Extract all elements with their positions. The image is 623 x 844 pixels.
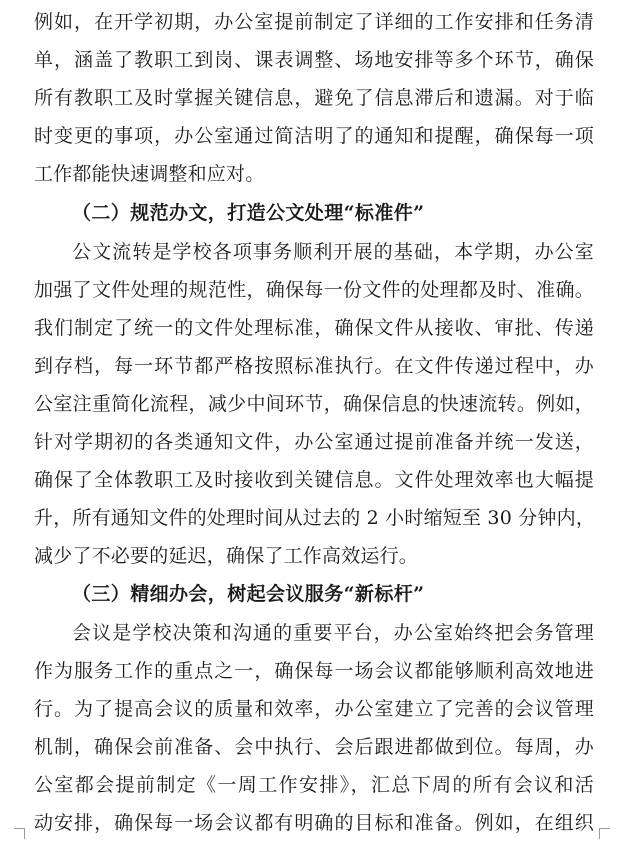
body-text-line: 公文流转是学校各项事务顺利开展的基础，本学期，办公室: [72, 241, 594, 263]
body-text-line: 针对学期初的各类通知文件，办公室通过提前准备并统一发送，: [34, 431, 594, 453]
body-text-line: 公室都会提前制定《一周工作安排》，汇总下周的所有会议和活: [34, 774, 594, 796]
body-text-line: 单，涵盖了教职工到岗、课表调整、场地安排等多个环节，确保: [34, 49, 594, 71]
body-text-line: 机制，确保会前准备、会中执行、会后跟进都做到位。每周，办: [34, 736, 594, 758]
body-text-line: 动安排，确保每一场会议都有明确的目标和准备。例如，在组织: [34, 812, 594, 834]
body-text-line: 公室注重简化流程，减少中间环节，确保信息的快速流转。例如，: [34, 393, 594, 415]
body-text-line: 确保了全体教职工及时接收到关键信息。文件处理效率也大幅提: [34, 469, 594, 491]
body-text-line: 行。为了提高会议的质量和效率，办公室建立了完善的会议管理: [34, 698, 594, 720]
body-text-line: 作为服务工作的重点之一，确保每一场会议都能够顺利高效地进: [34, 660, 594, 682]
body-text-line: 减少了不必要的延迟，确保了工作高效运行。: [34, 545, 419, 567]
body-text-line: 所有教职工及时掌握关键信息，避免了信息滞后和遗漏。对于临: [34, 87, 594, 109]
body-text-line: 会议是学校决策和沟通的重要平台，办公室始终把会务管理: [72, 622, 594, 644]
section-heading: （二）规范办文，打造公文处理“标准件”: [72, 202, 425, 224]
section-heading: （三）精细办会，树起会议服务“新标杆”: [72, 583, 425, 605]
body-text-line: 升，所有通知文件的处理时间从过去的 2 小时缩短至 30 分钟内，: [34, 507, 596, 529]
body-text-line: 到存档，每一环节都严格按照标准执行。在文件传递过程中，办: [34, 355, 594, 377]
body-text-line: 例如，在开学初期，办公室提前制定了详细的工作安排和任务清: [34, 11, 594, 33]
body-text-line: 加强了文件处理的规范性，确保每一份文件的处理都及时、准确。: [34, 279, 594, 301]
body-text-line: 时变更的事项，办公室通过简洁明了的通知和提醒，确保每一项: [34, 125, 594, 147]
body-text-line: 我们制定了统一的文件处理标准，确保文件从接收、审批、传递: [34, 317, 594, 339]
page-corner-mark: [14, 828, 25, 839]
body-text-line: 工作都能快速调整和应对。: [34, 163, 265, 185]
page-corner-mark: [599, 828, 610, 839]
